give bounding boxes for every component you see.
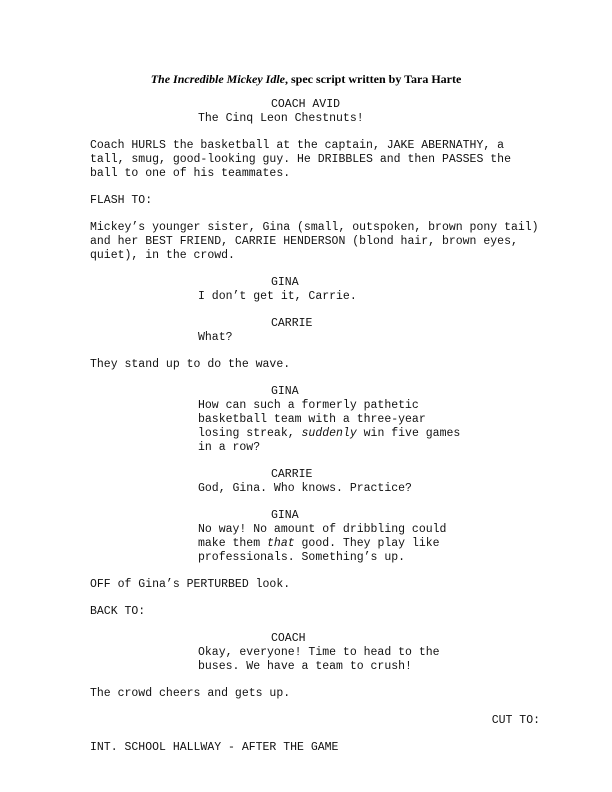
dialogue-gina: professionals. Something’s up. [198, 551, 406, 564]
character-cue-carrie: CARRIE [271, 468, 313, 481]
character-cue-coach: COACH [271, 632, 306, 645]
action-line: Mickey’s younger sister, Gina (small, outspoken, brown pony tail) [90, 221, 539, 234]
dialogue-text: win five games [356, 427, 461, 440]
dialogue-coach: Okay, everyone! Time to head to the [198, 646, 440, 659]
action-line: The crowd cheers and gets up. [90, 687, 291, 700]
character-cue-coach-avid: COACH AVID [271, 98, 341, 111]
dialogue-coach: buses. We have a team to crush! [198, 660, 412, 673]
transition-back-to: BACK TO: [90, 605, 146, 618]
dialogue-carrie: What? [198, 331, 233, 344]
emphasized-word: that [267, 537, 295, 550]
dialogue-gina [198, 427, 460, 441]
dialogue-text: losing streak, [198, 427, 302, 440]
dialogue-gina: basketball team with a three-year [198, 413, 426, 426]
action-line: Coach HURLS the basketball at the captain, JAKE ABERNATHY, a [90, 139, 505, 152]
character-cue-gina: GINA [271, 509, 299, 522]
transition-flash-to: FLASH TO: [90, 194, 153, 207]
action-line: ball to one of his teammates. [90, 167, 291, 180]
dialogue-gina: I don’t get it, Carrie. [198, 290, 357, 303]
emphasized-word: suddenly [301, 427, 357, 440]
page-header [0, 72, 612, 87]
dialogue-coach-avid: The Cinq Leon Chestnuts! [198, 112, 364, 125]
character-cue-carrie: CARRIE [271, 317, 313, 330]
action-line: tall, smug, good-looking guy. He DRIBBLES and then PASSES the [90, 153, 511, 166]
dialogue-text: make them [198, 537, 268, 550]
character-cue-gina: GINA [271, 385, 299, 398]
action-line: and her BEST FRIEND, CARRIE HENDERSON (blond hair, brown eyes, [90, 235, 518, 248]
dialogue-text: good. They play like [294, 537, 440, 550]
dialogue-gina: How can such a formerly pathetic [198, 399, 419, 412]
character-cue-gina: GINA [271, 276, 299, 289]
script-title: The Incredible Mickey Idle [150, 72, 285, 86]
action-line: quiet), in the crowd. [90, 249, 235, 262]
dialogue-carrie: God, Gina. Who knows. Practice? [198, 482, 412, 495]
dialogue-gina: No way! No amount of dribbling could [198, 523, 447, 536]
action-line: They stand up to do the wave. [90, 358, 291, 371]
dialogue-gina [198, 537, 440, 551]
script-byline: , spec script written by Tara Harte [285, 72, 462, 86]
dialogue-gina: in a row? [198, 441, 261, 454]
scene-heading: INT. SCHOOL HALLWAY - AFTER THE GAME [90, 741, 339, 754]
transition-cut-to: CUT TO: [491, 714, 540, 727]
action-line: OFF of Gina’s PERTURBED look. [90, 578, 291, 591]
